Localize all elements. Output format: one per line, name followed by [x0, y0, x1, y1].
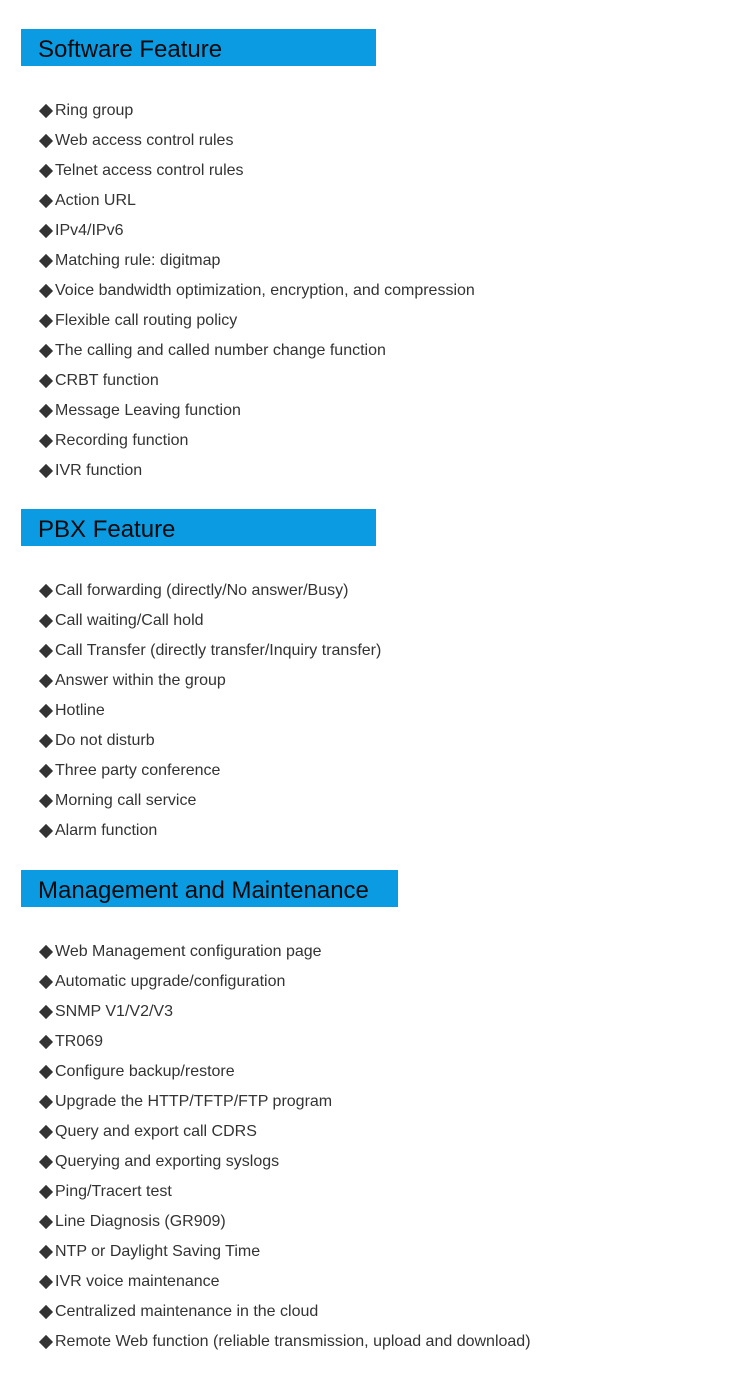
list-item	[40, 1267, 531, 1297]
list-item-label: Alarm function	[55, 822, 158, 839]
diamond-icon	[39, 1005, 53, 1019]
list-item-label: Line Diagnosis (GR909)	[55, 1213, 226, 1230]
list-item	[40, 216, 475, 246]
diamond-icon	[39, 344, 53, 358]
section-title: Software Feature	[38, 36, 223, 63]
list-item-label: Ping/Tracert test	[55, 1183, 172, 1200]
diamond-icon	[39, 1335, 53, 1349]
list-item	[40, 997, 531, 1027]
diamond-icon	[39, 104, 53, 118]
list-item	[40, 126, 475, 156]
diamond-icon	[39, 644, 53, 658]
list-item-label: Voice bandwidth optimization, encryption, and compression	[55, 282, 475, 299]
diamond-icon	[39, 824, 53, 838]
list-item	[40, 937, 531, 967]
list-item	[40, 1297, 531, 1327]
diamond-icon	[39, 284, 53, 298]
list-item-label: IVR voice maintenance	[55, 1273, 220, 1290]
list-item-label: Message Leaving function	[55, 402, 241, 419]
diamond-icon	[39, 314, 53, 328]
management-maintenance-header	[21, 870, 398, 907]
diamond-icon	[39, 734, 53, 748]
list-item-label: Query and export call CDRS	[55, 1123, 257, 1140]
diamond-icon	[39, 1035, 53, 1049]
list-item	[40, 756, 381, 786]
list-item	[40, 306, 475, 336]
diamond-icon	[39, 1245, 53, 1259]
diamond-icon	[39, 975, 53, 989]
list-item	[40, 186, 475, 216]
list-item	[40, 606, 381, 636]
diamond-icon	[39, 764, 53, 778]
list-item	[40, 967, 531, 997]
list-item	[40, 1117, 531, 1147]
diamond-icon	[39, 614, 53, 628]
list-item	[40, 816, 381, 846]
diamond-icon	[39, 194, 53, 208]
list-item	[40, 1027, 531, 1057]
list-item-label: Recording function	[55, 432, 189, 449]
diamond-icon	[39, 464, 53, 478]
list-item-label: IVR function	[55, 462, 143, 479]
list-item-label: Web Management configuration page	[55, 943, 322, 960]
list-item-label: Remote Web function (reliable transmission, upload and download)	[55, 1333, 531, 1350]
list-item-label: TR069	[55, 1033, 104, 1050]
pbx-feature-list	[40, 576, 381, 846]
list-item-label: Action URL	[55, 192, 136, 209]
list-item	[40, 1057, 531, 1087]
diamond-icon	[39, 134, 53, 148]
list-item	[40, 426, 475, 456]
list-item-label: NTP or Daylight Saving Time	[55, 1243, 261, 1260]
list-item-label: Telnet access control rules	[55, 162, 244, 179]
list-item-label: IPv4/IPv6	[55, 222, 124, 239]
diamond-icon	[39, 434, 53, 448]
diamond-icon	[39, 224, 53, 238]
list-item	[40, 396, 475, 426]
list-item	[40, 726, 381, 756]
list-item-label: Three party conference	[55, 762, 221, 779]
list-item-label: Ring group	[55, 102, 134, 119]
list-item-label: CRBT function	[55, 372, 159, 389]
list-item	[40, 456, 475, 486]
list-item	[40, 786, 381, 816]
diamond-icon	[39, 945, 53, 959]
list-item-label: Flexible call routing policy	[55, 312, 238, 329]
diamond-icon	[39, 704, 53, 718]
diamond-icon	[39, 164, 53, 178]
diamond-icon	[39, 1275, 53, 1289]
list-item	[40, 636, 381, 666]
list-item	[40, 276, 475, 306]
diamond-icon	[39, 374, 53, 388]
list-item-label: Hotline	[55, 702, 105, 719]
list-item-label: Centralized maintenance in the cloud	[55, 1303, 319, 1320]
diamond-icon	[39, 794, 53, 808]
list-item-label: Answer within the group	[55, 672, 226, 689]
diamond-icon	[39, 584, 53, 598]
diamond-icon	[39, 254, 53, 268]
software-feature-list	[40, 96, 475, 486]
diamond-icon	[39, 1185, 53, 1199]
list-item	[40, 1327, 531, 1357]
list-item-label: Configure backup/restore	[55, 1063, 235, 1080]
diamond-icon	[39, 1155, 53, 1169]
section-title: PBX Feature	[38, 516, 176, 543]
list-item-label: SNMP V1/V2/V3	[55, 1003, 173, 1020]
list-item	[40, 1147, 531, 1177]
list-item-label: Call forwarding (directly/No answer/Busy)	[55, 582, 349, 599]
pbx-feature-header	[21, 509, 376, 546]
list-item	[40, 156, 475, 186]
list-item	[40, 576, 381, 606]
list-item	[40, 1087, 531, 1117]
list-item-label: Automatic upgrade/configuration	[55, 973, 286, 990]
diamond-icon	[39, 674, 53, 688]
list-item	[40, 96, 475, 126]
list-item	[40, 366, 475, 396]
list-item	[40, 336, 475, 366]
list-item	[40, 1237, 531, 1267]
list-item-label: The calling and called number change function	[55, 342, 386, 359]
list-item-label: Morning call service	[55, 792, 197, 809]
diamond-icon	[39, 1125, 53, 1139]
diamond-icon	[39, 1215, 53, 1229]
diamond-icon	[39, 1305, 53, 1319]
diamond-icon	[39, 404, 53, 418]
list-item-label: Call Transfer (directly transfer/Inquiry transfer)	[55, 642, 382, 659]
list-item-label: Querying and exporting syslogs	[55, 1153, 280, 1170]
management-maintenance-list	[40, 937, 531, 1357]
section-title: Management and Maintenance	[38, 877, 369, 904]
list-item-label: Do not disturb	[55, 732, 155, 749]
list-item	[40, 666, 381, 696]
software-feature-header	[21, 29, 376, 66]
list-item	[40, 1177, 531, 1207]
list-item-label: Upgrade the HTTP/TFTP/FTP program	[55, 1093, 333, 1110]
list-item	[40, 696, 381, 726]
list-item	[40, 246, 475, 276]
list-item-label: Matching rule: digitmap	[55, 252, 221, 269]
list-item-label: Web access control rules	[55, 132, 234, 149]
diamond-icon	[39, 1065, 53, 1079]
diamond-icon	[39, 1095, 53, 1109]
list-item-label: Call waiting/Call hold	[55, 612, 204, 629]
list-item	[40, 1207, 531, 1237]
